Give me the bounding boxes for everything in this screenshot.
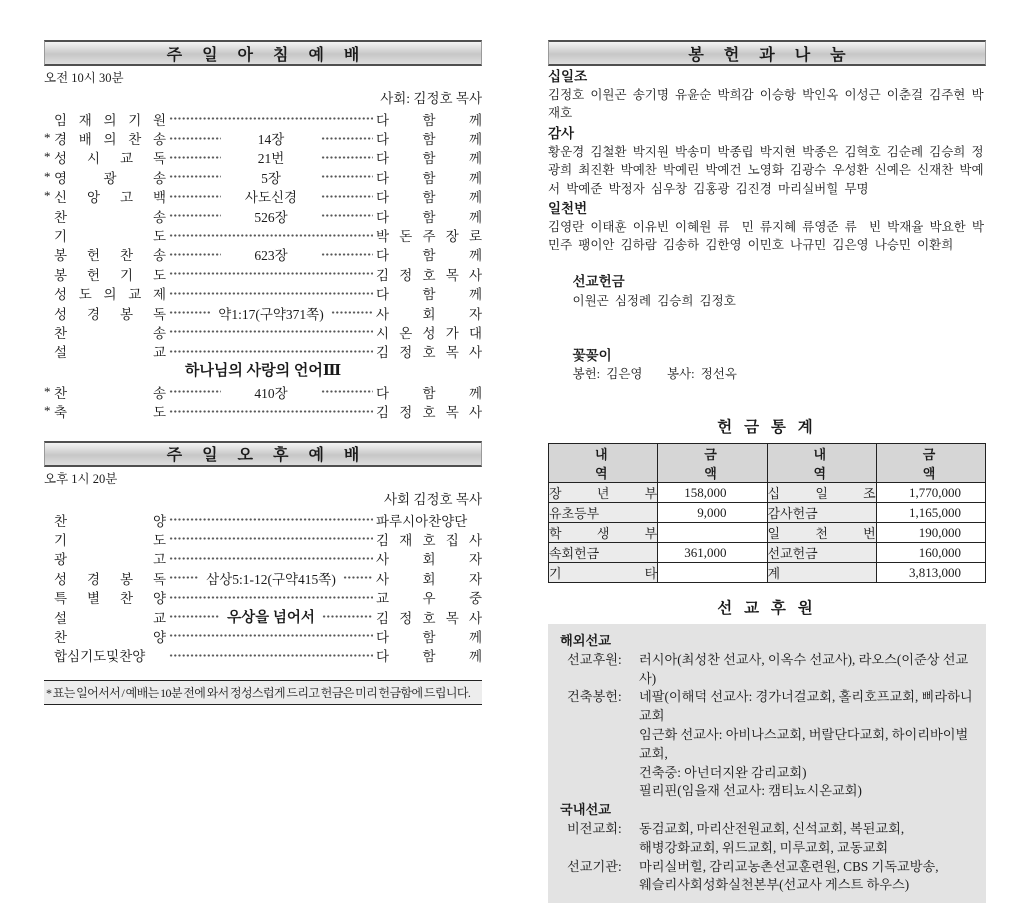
afternoon-service-header: [44, 441, 482, 467]
order-right: 다 함 께: [376, 385, 482, 401]
mission-line: 필리핀(임을재 선교사: 캠티뇨시온교회): [639, 783, 862, 799]
offering-title: 봉 헌 과 나 눔: [688, 46, 854, 64]
order-right: 다 함 께: [376, 629, 482, 645]
stats-title: 헌 금 통 계: [717, 419, 817, 437]
dotted-leader: [169, 532, 373, 545]
order-item: [44, 148, 482, 167]
morning-service-header: [44, 40, 482, 66]
order-item: [44, 322, 482, 341]
order-item: [44, 626, 482, 645]
order-label: 찬 양: [54, 513, 166, 529]
stand-marker: *: [44, 188, 51, 204]
order-label: 성 경 봉 독: [54, 306, 166, 322]
scripture-reference: 삼상5:1-12(구약415쪽): [206, 571, 336, 587]
tithe-names: 김정호 이원곤 송기명 유윤순 박희감 이승항 박인옥 이성근 이춘걸 김주현 박재호: [548, 88, 984, 121]
mission-line: 해병강화교회, 위드교회, 미루교회, 교동교회: [639, 839, 889, 855]
scripture-reference: 약1:17(구약371쪽): [218, 306, 324, 322]
order-center: 5장: [261, 170, 281, 186]
thousand-names: 김영란 이태훈 이유빈 이혜원 류 민 류지혜 류영준 류 빈 박재율 박요한 박민주 팽이안 김하람 김송하 김한영 이민호 나규민 김은영 나승민 이환희: [548, 220, 984, 253]
mission-line: 동검교회, 마리산전원교회, 신석교회, 복된교회,: [639, 821, 905, 837]
mission-line: 러시아(최성찬 선교사, 이옥수 선교사), 라오스(이준상 선교사): [639, 651, 969, 686]
stand-marker: *: [44, 130, 51, 146]
stats-amount-cell: [658, 563, 767, 583]
order-label: 기 도: [54, 532, 166, 548]
stand-marker: *: [44, 149, 51, 165]
order-right: 김 정 호 목 사: [376, 345, 482, 361]
order-label: 특 별 찬 양: [54, 591, 166, 607]
stats-amount-cell: 190,000: [876, 523, 985, 543]
stats-header-cell: 금 액: [658, 444, 767, 483]
left-column: [44, 40, 482, 705]
morning-service-presider: 사회: 김정호 목사: [380, 91, 482, 106]
dotted-leader: [169, 248, 221, 261]
mission-entry-lines: [639, 820, 974, 858]
order-center: 526장: [254, 209, 288, 225]
mission-support-title: 선 교 후 원: [717, 600, 817, 618]
order-center: 21번: [257, 151, 285, 167]
dotted-leader: [321, 170, 373, 183]
dotted-leader: [169, 151, 221, 164]
dotted-leader: [169, 610, 220, 623]
mission-entry-lines: [639, 651, 974, 689]
afternoon-service-time: 오후 1시 20분: [44, 471, 118, 486]
dotted-leader: [169, 591, 373, 604]
stand-marker: *: [44, 403, 51, 419]
order-label: 합심기도및찬양: [54, 649, 146, 665]
dotted-leader: [169, 629, 373, 642]
afternoon-sermon-title: 우상을 넘어서: [227, 610, 315, 627]
order-right: 다 함 께: [376, 190, 482, 206]
domestic-mission-heading: 국내선교: [560, 802, 611, 818]
order-right: 시 온 성 가 대: [376, 326, 482, 341]
order-label: 설 교: [54, 345, 166, 361]
thousand-section: [548, 200, 986, 255]
mission-line: 마리실버힐, 감리교농촌선교훈련원, CBS 기독교방송,: [639, 858, 939, 874]
order-label: 영 광 송: [54, 170, 166, 186]
order-label: 경 배 의 찬 송: [54, 132, 166, 148]
table-row: [549, 503, 986, 523]
order-item: [44, 284, 482, 303]
stats-header-cell: 내 역: [767, 444, 876, 483]
thanks-section: [548, 125, 986, 198]
order-item: [44, 303, 482, 322]
stats-amount-cell: 1,770,000: [876, 483, 985, 503]
order-right: 박 돈 주 장 로: [376, 229, 482, 245]
morning-sermon-title: 하나님의 사랑의 언어Ⅲ: [184, 363, 342, 380]
dotted-leader: [169, 229, 373, 242]
dotted-leader: [331, 306, 373, 319]
dotted-leader: [169, 170, 221, 183]
dotted-leader: [169, 190, 221, 203]
mission-entry: [560, 688, 974, 801]
order-item: [44, 382, 482, 401]
dotted-leader: [321, 209, 373, 222]
afternoon-service-title: 주 일 오 후 예 배: [166, 447, 368, 465]
order-label: 찬 양: [54, 629, 166, 645]
stats-label-cell: 속회헌금: [549, 543, 658, 563]
order-label: 신 앙 고 백: [54, 190, 166, 206]
dotted-leader: [322, 610, 373, 623]
table-row: [549, 483, 986, 503]
order-right: 파루시아찬양단: [376, 513, 468, 529]
order-right: 다 함 께: [376, 112, 482, 128]
order-right: 김 정 호 목 사: [376, 610, 483, 626]
flowers-line: [548, 328, 986, 402]
stats-header-cell: 금 액: [876, 444, 985, 483]
stats-label-cell: 십 일 조: [767, 483, 876, 503]
stats-amount-cell: 158,000: [658, 483, 767, 503]
order-item: [44, 109, 482, 128]
offering-header: [548, 40, 986, 66]
order-right: 다 함 께: [376, 287, 482, 303]
dotted-leader: [169, 112, 373, 125]
dotted-leader: [169, 325, 373, 338]
order-item: [44, 529, 482, 548]
section-gap: [44, 421, 482, 441]
order-label: 임 재 의 기 원: [54, 112, 166, 128]
order-item: [44, 264, 482, 283]
dotted-leader: [169, 306, 211, 319]
mission-line: 네팔(이해덕 선교사: 경가너걸교회, 홀리호프교회, 삐라하니교회: [639, 689, 973, 724]
dotted-leader: [169, 552, 373, 565]
dotted-leader: [343, 571, 373, 584]
thanks-names: 황운경 김철환 박지원 박송미 박종립 박지현 박종은 김혁호 김순례 김승희 정광희 최진환 박예찬 박예린 박예건 노영화 김광수 우성환 신예은 신재찬 박예서 박예준 박정자 심우창 김홍광 김진경 마리실버힐 무명: [548, 144, 984, 196]
order-label: 찬 송: [54, 209, 166, 225]
order-right: 김 정 호 목 사: [376, 405, 482, 421]
mission-line: 임근화 선교사: 아비나스교회, 버랄단다교회, 하이리바이벌교회,: [639, 727, 969, 761]
dotted-leader: [169, 385, 221, 398]
mission-line: 건축중: 아넌더지완 감리교회): [639, 764, 807, 780]
mission-offering-heading: 선교헌금: [572, 274, 625, 290]
overseas-mission-heading: 해외선교: [560, 633, 611, 649]
order-item: [44, 187, 482, 206]
stats-header-cell: 내 역: [549, 444, 658, 483]
order-item: [44, 607, 482, 626]
dotted-leader: [169, 513, 373, 526]
order-right: 다 함 께: [376, 132, 482, 148]
order-item: [44, 342, 482, 361]
order-item: [44, 128, 482, 147]
mission-entry-lines: [639, 858, 974, 896]
tithe-heading: 십일조: [548, 69, 588, 84]
order-right: 다 함 께: [376, 649, 482, 665]
dotted-leader: [169, 287, 373, 300]
stats-amount-cell: 9,000: [658, 503, 767, 523]
order-right: 다 함 께: [376, 151, 482, 167]
order-item: [44, 568, 482, 587]
table-row: [549, 543, 986, 563]
morning-service-time: 오전 10시 30분: [44, 71, 124, 85]
order-item: [44, 245, 482, 264]
mission-line: 웨슬리사회성화실천본부(선교사 게스트 하우스): [639, 877, 910, 893]
order-label: 성 경 봉 독: [54, 571, 166, 587]
flowers-names: 봉헌: 김은영 봉사: 정선옥: [572, 367, 737, 382]
order-label: 성 시 교 독: [54, 151, 166, 167]
order-item: [44, 225, 482, 244]
order-item: [44, 587, 482, 606]
order-item: [44, 646, 482, 665]
stand-marker: *: [44, 168, 51, 184]
order-item: [44, 206, 482, 225]
order-right: 사 회 자: [376, 571, 483, 587]
table-row: [549, 523, 986, 543]
order-center: 14장: [257, 132, 285, 148]
stats-amount-cell: 3,813,000: [876, 563, 985, 583]
dotted-leader: [169, 405, 373, 418]
stats-header-row: [549, 444, 986, 483]
order-right: 김 정 호 목 사: [376, 267, 482, 283]
order-right: 사 회 자: [376, 552, 482, 568]
order-center: 사도신경: [244, 190, 298, 206]
order-label: 설 교: [54, 610, 166, 626]
stats-amount-cell: 160,000: [876, 543, 985, 563]
dotted-leader: [169, 267, 373, 280]
stats-label-cell: 선교헌금: [767, 543, 876, 563]
stand-marker: *: [44, 383, 51, 399]
mission-support-box: [548, 624, 986, 903]
mission-entry-lines: [639, 688, 974, 801]
stats-amount-cell: 361,000: [658, 543, 767, 563]
morning-service-title: 주 일 아 침 예 배: [166, 46, 368, 64]
order-label: 봉 헌 기 도: [54, 267, 166, 283]
mission-entry-label: 비전교회:: [567, 821, 622, 837]
afternoon-service-presider: 사회 김정호 목사: [383, 491, 482, 507]
dotted-leader: [321, 190, 373, 203]
order-center: 623장: [254, 248, 288, 264]
dotted-leader: [169, 649, 373, 662]
stats-label-cell: 기 타: [549, 563, 658, 583]
order-item: [44, 401, 482, 420]
stats-label-cell: 유초등부: [549, 503, 658, 523]
order-right: 다 함 께: [376, 170, 482, 186]
stats-amount-cell: 1,165,000: [876, 503, 985, 523]
order-label: 기 도: [54, 229, 166, 245]
mission-entry-label: 건축봉헌:: [567, 689, 622, 705]
mission-offering-line: [548, 255, 986, 329]
order-label: 축 도: [54, 405, 166, 421]
stats-label-cell: 감사헌금: [767, 503, 876, 523]
dotted-leader: [321, 248, 373, 261]
order-right: 다 함 께: [376, 248, 482, 264]
dotted-leader: [169, 345, 373, 358]
dotted-leader: [169, 209, 221, 222]
dotted-leader: [169, 132, 221, 145]
mission-entry-label: 선교기관:: [567, 858, 622, 874]
dotted-leader: [321, 132, 373, 145]
stats-label-cell: 학 생 부: [549, 523, 658, 543]
order-center: 410장: [254, 385, 288, 401]
mission-offering-names: 이원곤 심정례 김승희 김정호: [572, 293, 736, 308]
mission-entry: [560, 651, 974, 689]
thanks-heading: 감사: [548, 125, 575, 141]
service-footnote: * 표는 일어서서 / 예배는 10분 전에 와서 정성스럽게 드리고 헌금은 미리 헌금함에 드립니다.: [44, 680, 482, 705]
stats-label-cell: 계: [767, 563, 876, 583]
mission-entry: [560, 820, 974, 858]
table-row: [549, 563, 986, 583]
order-item: [44, 167, 482, 186]
thousand-heading: 일천번: [548, 201, 588, 217]
order-right: 교 우 중: [376, 591, 482, 607]
stats-amount-cell: [658, 523, 767, 543]
stats-label-cell: 일 천 번: [767, 523, 876, 543]
flowers-heading: 꽃꽂이: [572, 347, 612, 363]
right-column: [548, 40, 986, 903]
mission-entry-label: 선교후원:: [567, 651, 622, 667]
order-right: 사 회 자: [376, 306, 482, 322]
stats-label-cell: 장 년 부: [549, 483, 658, 503]
offering-stats-table: [548, 443, 986, 583]
order-right: 다 함 께: [376, 209, 482, 225]
order-label: 찬 송: [54, 385, 166, 401]
order-right: 김 재 호 집 사: [376, 532, 482, 548]
tithe-section: [548, 68, 986, 123]
order-item: [44, 510, 482, 529]
order-label: 찬 송: [54, 326, 166, 341]
dotted-leader: [321, 385, 373, 398]
order-label: 광 고: [54, 552, 166, 568]
dotted-leader: [169, 571, 199, 584]
dotted-leader: [321, 151, 373, 164]
order-label: 성 도 의 교 제: [54, 287, 166, 303]
order-item: [44, 549, 482, 568]
mission-entry: [560, 858, 974, 896]
order-label: 봉 헌 찬 송: [54, 248, 166, 264]
